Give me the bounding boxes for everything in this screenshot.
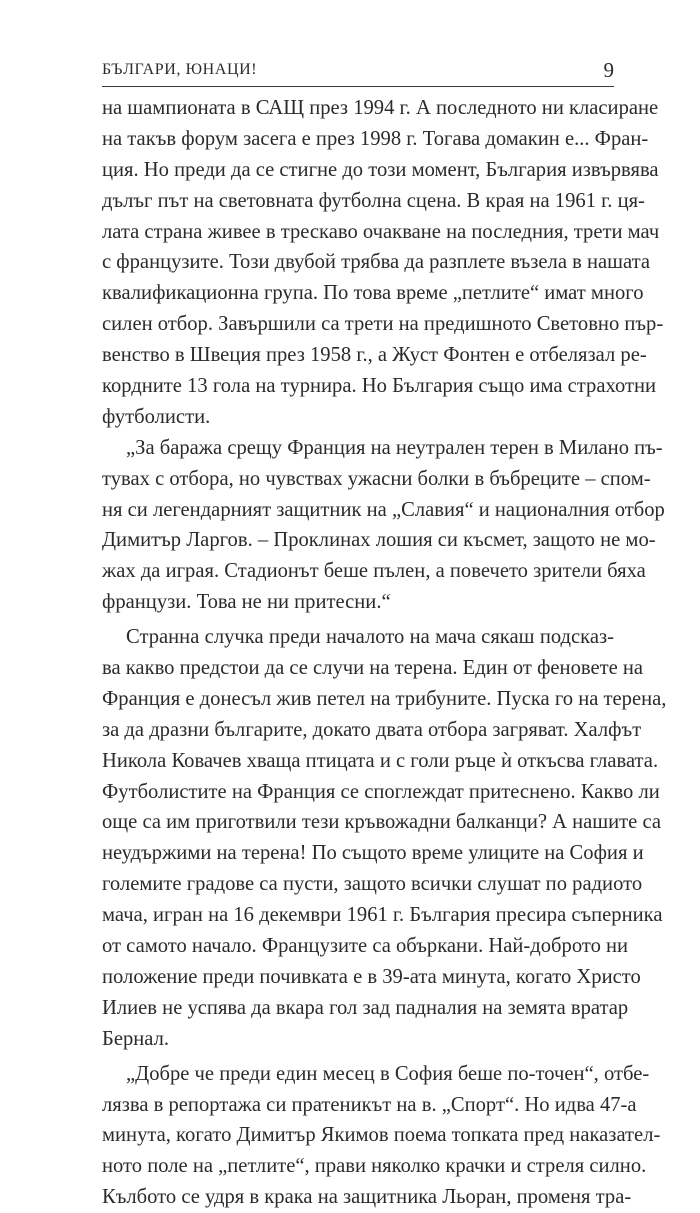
text-line: силен отбор. Завършили са трети на предишното Световно пър- bbox=[102, 313, 664, 336]
text-line: Бернал. bbox=[102, 1027, 170, 1050]
text-line: още са им приготвили тези кръвожадни балканци? А нашите са bbox=[102, 811, 662, 834]
text-line: ното поле на „петлите“, прави няколко крачки и стреля силно. bbox=[102, 1155, 647, 1178]
text-line: на такъв форум засега е през 1998 г. Тогава домакин е... Фран- bbox=[102, 127, 649, 150]
text-line: положение преди почивката е в 39-ата минута, когато Христо bbox=[102, 965, 641, 988]
header-rule bbox=[102, 86, 614, 87]
text-line: жах да играя. Стадионът беше пълен, а повечето зрители бяха bbox=[102, 560, 646, 583]
text-line: на шампионата в САЩ през 1994 г. А последното ни класиране bbox=[102, 97, 659, 119]
running-head bbox=[102, 58, 614, 84]
text-line: Странна случка преди началото на мача сякаш подсказ- bbox=[126, 626, 614, 649]
text-line: Димитър Ларгов. – Проклинах лошия си късмет, защото не мо- bbox=[102, 529, 656, 552]
text-line: квалификационна група. По това време „петлите“ имат много bbox=[102, 282, 644, 305]
text-line: Никола Ковачев хваща птицата и с голи ръце ѝ откъсва главата. bbox=[102, 749, 659, 772]
text-line: лязва в репортажа си пратеникът на в. „Спорт“. Но идва 47-а bbox=[102, 1093, 637, 1116]
text-line: венство в Швеция през 1958 г., а Жуст Фонтен е отбелязал ре- bbox=[102, 344, 647, 367]
text-line: французи. Това не ни притесни.“ bbox=[102, 591, 391, 614]
running-title: БЪЛГАРИ, ЮНАЦИ! bbox=[102, 61, 258, 78]
text-line: от самото начало. Французите са объркани. Най-доброто ни bbox=[102, 935, 629, 958]
paragraph bbox=[102, 622, 667, 1054]
text-line: с французите. Този двубой трябва да разплете възела в нашата bbox=[102, 251, 650, 274]
paragraph bbox=[102, 433, 665, 618]
text-line: ва какво предстои да се случи на терена. Един от феновете на bbox=[102, 657, 644, 680]
paragraph bbox=[102, 1059, 661, 1213]
body-text bbox=[102, 93, 667, 1213]
text-line: кордните 13 гола на турнира. Но България също има страхотни bbox=[102, 375, 657, 398]
text-line: „Добре че преди един месец в София беше по-точен“, отбе- bbox=[126, 1062, 650, 1085]
text-line: Франция е донесъл жив петел на трибуните. Пуска го на терена, bbox=[102, 687, 667, 710]
text-line: ня си легендарният защитник на „Славия“ и националния отбор bbox=[102, 498, 665, 521]
text-line: неудържими на терена! По същото време улиците на София и bbox=[102, 842, 644, 865]
text-line: Футболистите на Франция се споглеждат притеснено. Какво ли bbox=[102, 780, 660, 803]
text-line: за да дразни българите, докато двата отбора загряват. Халфът bbox=[102, 718, 642, 741]
text-line: „За баража срещу Франция на неутрален терен в Милано пъ- bbox=[126, 436, 663, 459]
page-number: 9 bbox=[603, 58, 614, 82]
text-line: лата страна живее в трескаво очакване на последния, трети мач bbox=[102, 220, 660, 243]
text-line: тувах с отбора, но чувствах ужасни болки в бъбреците – спом- bbox=[102, 467, 651, 490]
text-line: Кълбото се удря в крака на защитника Льоран, променя тра- bbox=[102, 1186, 632, 1209]
text-line: Илиев не успява да вкара гол зад падналия на земята вратар bbox=[102, 996, 629, 1019]
text-line: футболисти. bbox=[102, 405, 211, 428]
text-line: големите градове са пусти, защото всички слушат по радиото bbox=[102, 873, 643, 896]
paragraph bbox=[102, 93, 664, 433]
text-line: ция. Но преди да се стигне до този момент, България извървява bbox=[102, 158, 659, 181]
text-line: дълъг път на световната футболна сцена. В края на 1961 г. ця- bbox=[102, 189, 645, 212]
text-line: минута, когато Димитър Якимов поема топката пред наказател- bbox=[102, 1124, 661, 1147]
text-line: мача, игран на 16 декември 1961 г. България пресира съперника bbox=[102, 904, 663, 927]
